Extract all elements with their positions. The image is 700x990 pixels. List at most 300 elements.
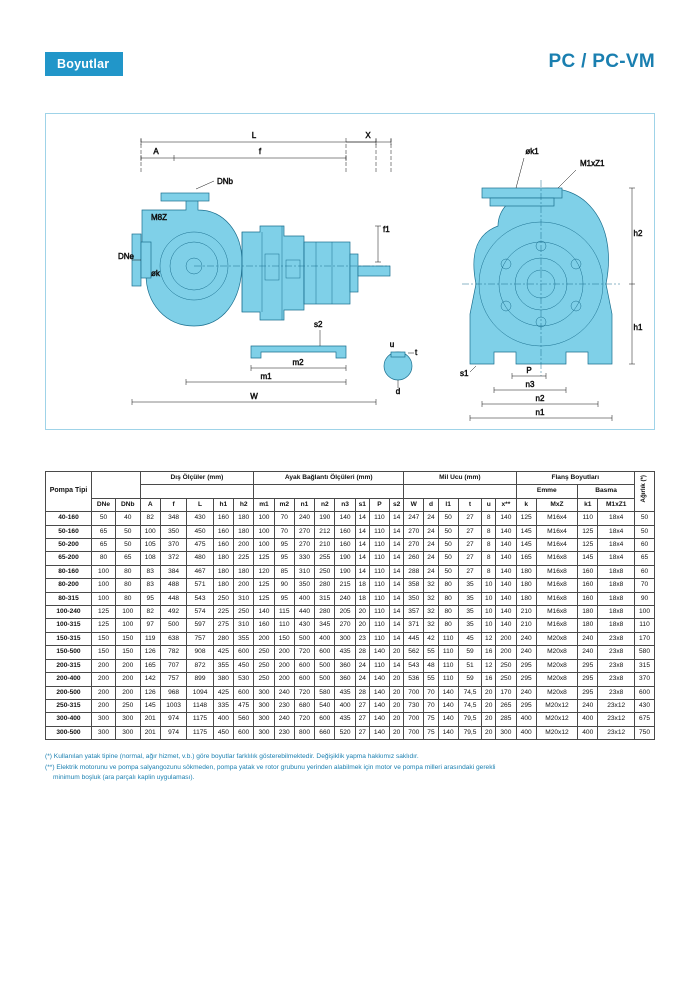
svg-text:h2: h2	[633, 229, 643, 238]
svg-text:h1: h1	[633, 323, 643, 332]
cell-value: 160	[578, 592, 598, 605]
cell-value: 288	[404, 565, 424, 578]
cell-value: 108	[140, 552, 160, 565]
cell-value: 125	[92, 619, 116, 632]
cell-value: 23x12	[598, 726, 635, 739]
cell-value: 225	[234, 552, 254, 565]
cell-value: 200	[254, 632, 274, 645]
cell-value: 140	[369, 713, 389, 726]
cell-value: 27	[458, 539, 481, 552]
cell-value: 488	[160, 579, 186, 592]
cell-value: 500	[160, 619, 186, 632]
cell-value: 1175	[187, 713, 213, 726]
cell-value: 300	[335, 632, 355, 645]
cell-value: 255	[315, 552, 335, 565]
cell-value: 85	[274, 565, 294, 578]
cell-value: 400	[516, 726, 536, 739]
cell-model: 80-160	[46, 565, 92, 578]
cell-value: 270	[404, 525, 424, 538]
cell-value: 200	[115, 686, 140, 699]
cell-value: 140	[369, 726, 389, 739]
cell-value: 23x12	[598, 699, 635, 712]
cell-value: M16x8	[536, 579, 577, 592]
cell-value: 201	[140, 713, 160, 726]
table-row	[46, 726, 655, 739]
cell-value: 160	[335, 525, 355, 538]
cell-value: M16x8	[536, 619, 577, 632]
cell-value: 140	[369, 673, 389, 686]
svg-text:d: d	[395, 387, 401, 396]
cell-value: 23x8	[598, 673, 635, 686]
cell-value: 180	[234, 525, 254, 538]
cell-value: 1094	[187, 686, 213, 699]
cell-value: 110	[369, 552, 389, 565]
cell-value: 180	[516, 579, 536, 592]
cell-value: 475	[187, 539, 213, 552]
cell-value: 300	[254, 726, 274, 739]
table-row	[46, 619, 655, 632]
cell-value: 14	[355, 565, 369, 578]
cell-value: 285	[496, 713, 516, 726]
cell-value: 95	[274, 592, 294, 605]
cell-value: 445	[404, 632, 424, 645]
cell-value: 543	[404, 659, 424, 672]
cell-value: 230	[274, 726, 294, 739]
cell-value: 140	[369, 699, 389, 712]
cell-value: 14	[390, 659, 404, 672]
cell-value: 370	[635, 673, 655, 686]
cell-value: 600	[315, 646, 335, 659]
cell-value: 448	[160, 592, 186, 605]
cell-value: 140	[335, 512, 355, 525]
cell-value: 700	[404, 686, 424, 699]
cell-model: 200-315	[46, 659, 92, 672]
cell-value: 355	[213, 659, 233, 672]
cell-value: 35	[458, 619, 481, 632]
cell-value: 12	[482, 632, 496, 645]
cell-value: 330	[294, 552, 314, 565]
cell-value: 571	[187, 579, 213, 592]
cell-value: 18x4	[598, 525, 635, 538]
cell-value: 18x8	[598, 565, 635, 578]
cell-value: 70	[274, 525, 294, 538]
th-col-M1xZ1: M1xZ1	[598, 498, 635, 511]
cell-value: 310	[234, 592, 254, 605]
cell-value: 536	[404, 673, 424, 686]
cell-value: M16x4	[536, 512, 577, 525]
cell-value: 110	[369, 565, 389, 578]
cell-value: 59	[458, 673, 481, 686]
cell-value: 240	[274, 713, 294, 726]
cell-value: 210	[516, 606, 536, 619]
footnote-3: minimum boşluk (ara parçalı kaplin uygulaması).	[53, 774, 195, 781]
cell-value: 55	[424, 673, 438, 686]
cell-model: 300-500	[46, 726, 92, 739]
cell-value: M20x8	[536, 673, 577, 686]
cell-value: 500	[315, 673, 335, 686]
cell-value: 140	[438, 686, 458, 699]
cell-value: 730	[404, 699, 424, 712]
cell-value: 200	[115, 673, 140, 686]
cell-value: 200	[92, 673, 116, 686]
cell-value: 24	[355, 659, 369, 672]
cell-value: 110	[635, 619, 655, 632]
cell-value: 60	[635, 539, 655, 552]
cell-value: 300	[254, 686, 274, 699]
th-mil-ucu: Mil Ucu (mm)	[404, 472, 516, 485]
cell-value: 600	[294, 659, 314, 672]
cell-value: 600	[294, 673, 314, 686]
th-col-s1: s1	[355, 498, 369, 511]
cell-value: 110	[369, 512, 389, 525]
cell-value: 24	[424, 539, 438, 552]
cell-value: 200	[92, 686, 116, 699]
cell-value: 600	[315, 713, 335, 726]
cell-value: 240	[516, 632, 536, 645]
th-col-n2: n2	[315, 498, 335, 511]
cell-value: 14	[390, 606, 404, 619]
cell-value: 125	[254, 552, 274, 565]
svg-text:P: P	[526, 366, 532, 375]
cell-value: 50	[635, 512, 655, 525]
cell-value: 80	[92, 552, 116, 565]
cell-value: 20	[482, 699, 496, 712]
cell-value: 430	[635, 699, 655, 712]
cell-value: 295	[578, 659, 598, 672]
cell-value: 140	[496, 512, 516, 525]
cell-value: 100	[115, 606, 140, 619]
table-row	[46, 579, 655, 592]
cell-value: 27	[458, 525, 481, 538]
cell-value: 14	[390, 619, 404, 632]
cell-value: 126	[140, 686, 160, 699]
cell-value: 700	[404, 726, 424, 739]
th-col-W: W	[404, 498, 424, 511]
cell-value: 59	[458, 646, 481, 659]
cell-value: 800	[294, 726, 314, 739]
cell-value: 14	[355, 552, 369, 565]
cell-value: 12	[482, 659, 496, 672]
cell-value: 14	[390, 579, 404, 592]
cell-value: 908	[187, 646, 213, 659]
cell-value: 18	[355, 579, 369, 592]
cell-value: 1175	[187, 726, 213, 739]
cell-value: 348	[160, 512, 186, 525]
cell-value: 300	[254, 713, 274, 726]
cell-value: 65	[92, 539, 116, 552]
cell-value: 660	[315, 726, 335, 739]
cell-value: 100	[254, 512, 274, 525]
cell-value: 24	[355, 673, 369, 686]
cell-value: 35	[458, 606, 481, 619]
cell-value: 35	[458, 592, 481, 605]
cell-value: 200	[92, 699, 116, 712]
cell-value: 18x4	[598, 512, 635, 525]
cell-value: 115	[274, 606, 294, 619]
cell-value: 295	[516, 699, 536, 712]
cell-value: 345	[315, 619, 335, 632]
cell-value: 782	[160, 646, 186, 659]
cell-value: 240	[578, 632, 598, 645]
cell-value: 32	[424, 592, 438, 605]
cell-value: 79,5	[458, 726, 481, 739]
svg-text:øk: øk	[151, 269, 160, 278]
th-col-d: d	[424, 498, 438, 511]
cell-value: 82	[140, 512, 160, 525]
cell-value: 140	[438, 699, 458, 712]
cell-value: 95	[274, 539, 294, 552]
cell-value: M20x8	[536, 646, 577, 659]
cell-value: 140	[438, 726, 458, 739]
cell-value: 384	[160, 565, 186, 578]
cell-value: 190	[335, 565, 355, 578]
cell-value: 51	[458, 659, 481, 672]
th-emme: Emme	[516, 485, 578, 498]
cell-value: 475	[234, 699, 254, 712]
cell-value: 250	[234, 606, 254, 619]
cell-value: 400	[335, 699, 355, 712]
cell-value: 372	[160, 552, 186, 565]
cell-value: 14	[355, 512, 369, 525]
th-col-h1: h1	[213, 498, 233, 511]
cell-value: 435	[335, 646, 355, 659]
cell-value: 8	[482, 539, 496, 552]
cell-value: 720	[294, 686, 314, 699]
cell-value: 180	[578, 606, 598, 619]
cell-value: 125	[254, 579, 274, 592]
cell-value: 50	[438, 552, 458, 565]
cell-value: 20	[482, 713, 496, 726]
technical-drawing-panel	[45, 113, 655, 430]
cell-value: 32	[424, 619, 438, 632]
cell-value: 400	[294, 592, 314, 605]
cell-value: 23x8	[598, 659, 635, 672]
cell-value: 240	[516, 686, 536, 699]
table-row	[46, 673, 655, 686]
cell-value: 20	[482, 726, 496, 739]
table-row	[46, 646, 655, 659]
cell-value: 350	[160, 525, 186, 538]
cell-value: 100	[140, 525, 160, 538]
cell-value: 240	[335, 592, 355, 605]
cell-value: 16	[482, 673, 496, 686]
cell-value: 83	[140, 565, 160, 578]
svg-text:W: W	[250, 392, 258, 401]
cell-value: 315	[315, 592, 335, 605]
cell-value: 358	[404, 579, 424, 592]
cell-value: M16x8	[536, 565, 577, 578]
cell-value: 150	[115, 632, 140, 645]
cell-value: 18x8	[598, 606, 635, 619]
cell-value: 110	[369, 525, 389, 538]
cell-value: 440	[294, 606, 314, 619]
cell-value: 180	[213, 579, 233, 592]
cell-value: 200	[274, 659, 294, 672]
cell-value: 250	[315, 565, 335, 578]
th-col-n1: n1	[294, 498, 314, 511]
cell-value: 65	[115, 552, 140, 565]
cell-value: 467	[187, 565, 213, 578]
cell-value: 32	[424, 606, 438, 619]
cell-value: 560	[234, 713, 254, 726]
cell-value: 200	[274, 646, 294, 659]
cell-value: 200	[115, 659, 140, 672]
table-row	[46, 632, 655, 645]
page-title: PC / PC-VM	[548, 51, 655, 72]
cell-value: 680	[294, 699, 314, 712]
cell-value: 270	[335, 619, 355, 632]
cell-value: 32	[424, 579, 438, 592]
svg-text:s2: s2	[314, 320, 323, 329]
cell-value: 18x8	[598, 619, 635, 632]
cell-model: 100-315	[46, 619, 92, 632]
cell-value: 160	[213, 525, 233, 538]
cell-value: 675	[635, 713, 655, 726]
cell-value: 205	[335, 606, 355, 619]
cell-value: 190	[335, 552, 355, 565]
cell-value: 265	[496, 699, 516, 712]
th-col-k1: k1	[578, 498, 598, 511]
cell-value: M20x8	[536, 686, 577, 699]
cell-value: 180	[213, 565, 233, 578]
cell-value: 18x8	[598, 579, 635, 592]
cell-value: 140	[496, 579, 516, 592]
cell-value: 180	[213, 552, 233, 565]
cell-value: 160	[254, 619, 274, 632]
cell-value: 8	[482, 565, 496, 578]
cell-value: 600	[234, 686, 254, 699]
cell-value: 125	[578, 539, 598, 552]
cell-value: 50	[438, 539, 458, 552]
cell-value: 974	[160, 726, 186, 739]
cell-value: 540	[315, 699, 335, 712]
th-col-DNe: DNe	[92, 498, 116, 511]
cell-value: 14	[390, 592, 404, 605]
cell-value: 24	[424, 565, 438, 578]
cell-value: 707	[160, 659, 186, 672]
cell-value: 530	[234, 673, 254, 686]
cell-value: 430	[294, 619, 314, 632]
th-col-l1: l1	[438, 498, 458, 511]
cell-value: 190	[315, 512, 335, 525]
cell-value: 150	[274, 632, 294, 645]
table-row	[46, 525, 655, 538]
cell-value: 23	[355, 632, 369, 645]
cell-value: 1148	[187, 699, 213, 712]
cell-value: 968	[160, 686, 186, 699]
cell-value: 600	[234, 646, 254, 659]
cell-value: 50	[438, 512, 458, 525]
cell-value: 18x4	[598, 539, 635, 552]
cell-model: 50-160	[46, 525, 92, 538]
cell-value: 295	[516, 659, 536, 672]
cell-value: M16x4	[536, 525, 577, 538]
svg-text:DNe: DNe	[118, 252, 135, 261]
cell-value: 210	[516, 619, 536, 632]
cell-value: 110	[578, 512, 598, 525]
th-agirlik-label: Ağırlık (*)	[640, 475, 648, 503]
cell-value: 120	[254, 565, 274, 578]
cell-value: 110	[438, 646, 458, 659]
cell-value: M20x8	[536, 659, 577, 672]
cell-value: 300	[92, 726, 116, 739]
cell-value: 110	[369, 659, 389, 672]
cell-value: 40	[115, 512, 140, 525]
cell-value: 80	[115, 592, 140, 605]
cell-value: 105	[140, 539, 160, 552]
cell-value: 14	[390, 525, 404, 538]
svg-text:L: L	[251, 131, 257, 140]
cell-value: 110	[369, 606, 389, 619]
cell-value: 150	[115, 646, 140, 659]
footnote-1: (*) Kullanılan yatak tipine (normal, ağır hizmet, v.b.) göre boyutlar farklılık gösterebilmektedir. Değişiklik yapma hakkımız saklıdır.	[45, 753, 419, 760]
cell-value: 80	[438, 619, 458, 632]
cell-value: 492	[160, 606, 186, 619]
cell-value: 42	[424, 632, 438, 645]
cell-value: 20	[390, 699, 404, 712]
cell-value: 82	[140, 606, 160, 619]
cell-value: 310	[234, 619, 254, 632]
cell-value: 50	[115, 539, 140, 552]
th-col-MxZ: MxZ	[536, 498, 577, 511]
cell-model: 65-200	[46, 552, 92, 565]
cell-value: 543	[187, 592, 213, 605]
cell-value: 20	[390, 646, 404, 659]
cell-value: 27	[355, 726, 369, 739]
cell-value: 140	[369, 646, 389, 659]
table-row	[46, 699, 655, 712]
cell-value: 14	[390, 539, 404, 552]
cell-value: 18x8	[598, 592, 635, 605]
cell-value: 160	[213, 512, 233, 525]
cell-value: 180	[516, 592, 536, 605]
cell-value: 126	[140, 646, 160, 659]
cell-value: 50	[635, 525, 655, 538]
cell-value: 28	[355, 646, 369, 659]
cell-value: 75	[424, 726, 438, 739]
cell-value: 24	[424, 512, 438, 525]
cell-value: 200	[496, 632, 516, 645]
cell-value: 360	[335, 673, 355, 686]
cell-value: 160	[578, 579, 598, 592]
table-row	[46, 606, 655, 619]
cell-value: 24	[424, 552, 438, 565]
cell-value: 400	[213, 713, 233, 726]
cell-value: 450	[187, 525, 213, 538]
cell-value: 247	[404, 512, 424, 525]
cell-value: 350	[294, 579, 314, 592]
cell-value: 250	[496, 673, 516, 686]
cell-value: 200	[274, 673, 294, 686]
cell-value: 27	[458, 512, 481, 525]
cell-value: 14	[355, 525, 369, 538]
cell-value: 48	[424, 659, 438, 672]
cell-value: 240	[578, 646, 598, 659]
cell-value: 80	[438, 606, 458, 619]
svg-text:n2: n2	[535, 394, 545, 403]
table-row	[46, 592, 655, 605]
cell-value: 97	[140, 619, 160, 632]
svg-text:m2: m2	[292, 358, 304, 367]
cell-value: 10	[482, 592, 496, 605]
cell-value: M16x8	[536, 592, 577, 605]
cell-value: 201	[140, 726, 160, 739]
cell-value: 20	[355, 606, 369, 619]
cell-value: 10	[482, 606, 496, 619]
cell-value: 200	[234, 539, 254, 552]
cell-value: 350	[404, 592, 424, 605]
cell-model: 80-200	[46, 579, 92, 592]
